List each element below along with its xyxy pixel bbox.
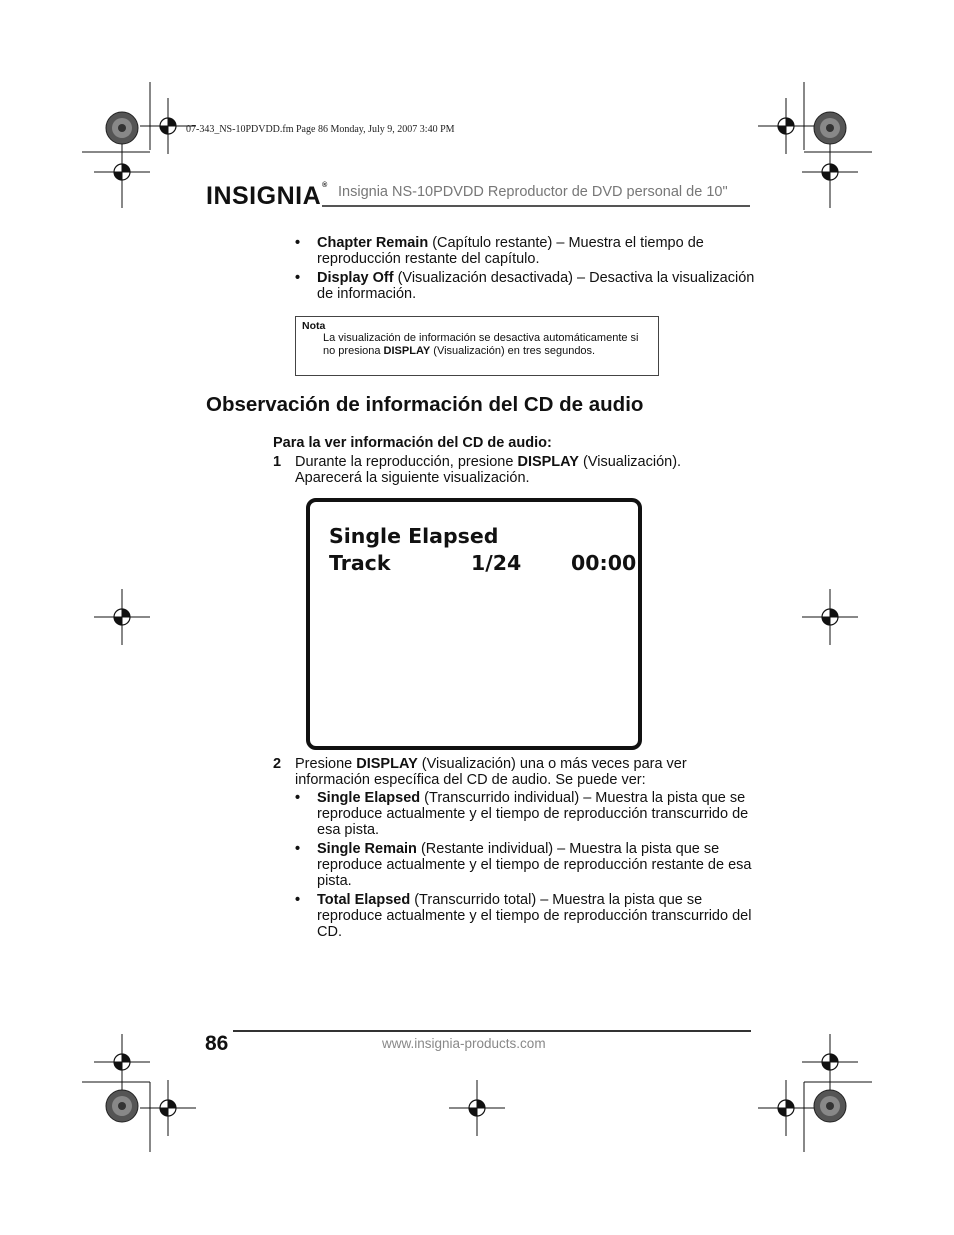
section-heading: Observación de información del CD de audio (206, 393, 644, 416)
list-item (295, 235, 755, 267)
file-info: 07-343_NS-10PDVDD.fm Page 86 Monday, July 9, 2007 3:40 PM (186, 124, 455, 135)
list-item (295, 790, 755, 838)
note-box (295, 316, 659, 376)
step-text-before: Presione (295, 756, 357, 772)
footer-url: www.insignia-products.com (382, 1036, 546, 1051)
display-screen (306, 498, 642, 750)
brand-name: INSIGNIA (206, 182, 322, 210)
bullet-term: Total Elapsed (317, 892, 411, 908)
bullet-term: Chapter Remain (317, 235, 429, 251)
insignia-logo (206, 182, 328, 211)
bullet-text: (Restante individual) – Muestra la pista que se reproduce actualmente y el tiempo de reproducción restante de esa pista. (317, 841, 752, 889)
bullet-text: (Transcurrido individual) – Muestra la pista que se reproduce actualmente y el tiempo de reproducción transcurrido de esa pista. (317, 790, 749, 838)
bullet-icon: • (295, 270, 301, 286)
bullet-text: (Transcurrido total) – Muestra la pista que se reproduce actualmente y el tiempo de reproducción transcurrido del CD. (317, 892, 752, 940)
note-text-after: (Visualización) en tres segundos. (430, 344, 596, 357)
step-text-bold: DISPLAY (356, 756, 418, 772)
step-text (295, 756, 735, 788)
intro-bullet-list (295, 235, 755, 305)
list-item (295, 841, 755, 889)
bullet-term: Single Elapsed (317, 790, 421, 806)
step-1 (273, 454, 753, 488)
step-2 (273, 756, 753, 790)
display-track-label: Track (329, 551, 391, 575)
step-text-after: (Visualización). Aparecerá la siguiente visualización. (295, 454, 682, 486)
header-title: Insignia NS-10PDVDD Reproductor de DVD personal de 10" (338, 184, 728, 200)
registered-mark: ® (322, 182, 328, 189)
footer-rule (233, 1030, 751, 1032)
bullet-text: (Capítulo restante) – Muestra el tiempo de reproducción restante del capítulo. (317, 235, 704, 267)
bullet-text: (Visualización desactivada) – Desactiva la visualización de información. (317, 270, 755, 302)
note-text-before: La visualización de información se desactiva automáticamente si no presiona (323, 332, 639, 357)
step2-bullet-list (295, 790, 755, 943)
step-text-bold: DISPLAY (517, 454, 579, 470)
step-number: 1 (273, 454, 282, 470)
header-rule (322, 205, 750, 207)
note-text-bold: DISPLAY (383, 344, 431, 357)
bullet-icon: • (295, 892, 301, 908)
note-title: Nota (302, 320, 326, 332)
note-text (323, 332, 653, 357)
step-text (295, 454, 735, 486)
display-time: 00:00 (571, 551, 637, 575)
bullet-term: Single Remain (317, 841, 417, 857)
step-number: 2 (273, 756, 282, 772)
list-item (295, 270, 755, 302)
display-mode: Single Elapsed (329, 524, 499, 548)
page-number: 86 (205, 1032, 229, 1055)
display-track-value: 1/24 (471, 551, 522, 575)
bullet-icon: • (295, 790, 301, 806)
procedure-heading: Para la ver información del CD de audio: (273, 435, 552, 451)
step-text-after: (Visualización) una o más veces para ver información específica del CD de audio. Se puede ver: (295, 756, 687, 788)
bullet-term: Display Off (317, 270, 394, 286)
bullet-icon: • (295, 841, 301, 857)
step-text-before: Durante la reproducción, presione (295, 454, 518, 470)
bullet-icon: • (295, 235, 301, 251)
list-item (295, 892, 755, 940)
